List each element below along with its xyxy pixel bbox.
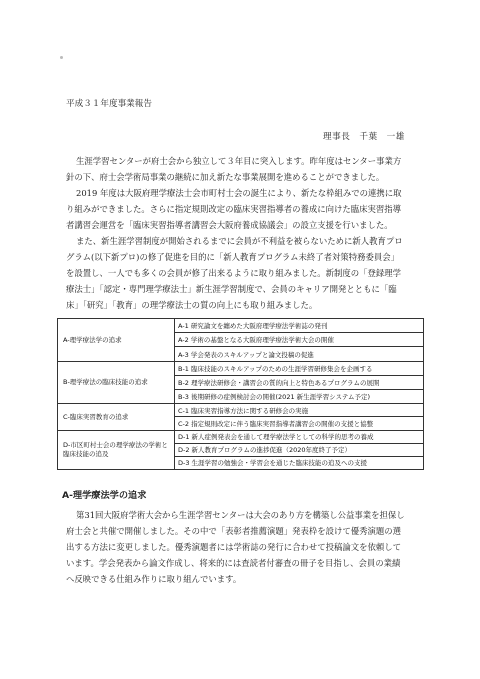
scan-speck [60, 56, 63, 59]
report-title: 平成３１年度事業報告 [66, 99, 152, 109]
item-cell: B-1 臨床技能のスキルアップのための生涯学習研修集会を企画する [175, 361, 424, 375]
item-cell: C-1 臨床実習指導方法に関する研修会の実施 [175, 404, 424, 417]
item-cell: A-2 学術の基盤となる大阪府理学療法学術大会の開催 [175, 333, 424, 347]
section-a-line: へ反映できる仕組み作りに取り組んでいます。 [66, 574, 242, 584]
category-cell: D-市区町村士会の理学療法の学術と臨床技能の追及 [58, 430, 175, 469]
plan-table [57, 318, 424, 470]
item-cell: D-3 生涯学習の勉強会・学習会を通じた臨床技能の追及への支援 [175, 456, 424, 469]
section-a-line: 出する方法に変更しました。優秀演題者には学術誌の発行に合わせて投稿論文を依頼して [66, 542, 401, 552]
intro-line: 2019 年度は大阪府理学療法士会市町村士会の誕生により、新たな枠組みでの連携に取 [76, 188, 402, 198]
section-a-line: 第31回大阪府学術大会から生涯学習センターは大会のあり方を構築し公益事業を担保し [76, 510, 405, 520]
item-cell: A-3 学会発表のスキルアップと論文投稿の促進 [175, 347, 424, 361]
intro-line: 床」「研究」「教育」の理学療法士の質の向上にも取り組みました。 [66, 300, 318, 310]
signature: 理事長 千葉 一雄 [323, 132, 405, 142]
section-a-line: 府士会と共催で開催しました。その中で「表彰者推薦演題」発表枠を設けて優秀演題の選 [66, 526, 401, 536]
intro-line: 針の下、府士会学術局事業の継続に加え新たな事業展開を進めることができました。 [66, 172, 385, 182]
category-cell: B-理学療法の臨床技能の追求 [58, 361, 175, 404]
section-a-title: A-理学療法学の追求 [62, 490, 147, 501]
category-cell: C-臨床実習教育の追求 [58, 404, 175, 430]
intro-line: グラム(以下新プロ)の修了促進を目的に「新人教育プログラム未終了者対策特務委員会」 [66, 252, 399, 262]
section-a-line: います。学会発表から論文作成し、将来的には査読者付審査の冊子を目指し、会員の業績 [66, 558, 401, 568]
item-cell: B-2 理学療法研修会・講習会の質的向上と特色あるプログラムの展開 [175, 375, 424, 389]
item-cell: D-2 新人教育プログラムの進捗促進（2020年度終了予定） [175, 443, 424, 456]
item-cell: C-2 指定規則改定に伴う臨床実習指導者講習会の開催の支援と協整 [175, 417, 424, 430]
item-cell: D-1 新人症例発表会を通して理学療法学としての科学的思考の養成 [175, 430, 424, 443]
intro-line: 者講習会運営を「臨床実習指導者講習会大阪府養成協議会」の設立支援を行いました。 [66, 220, 393, 230]
item-cell: A-1 研究論文を纏めた大阪府理学療法学術誌の発刊 [175, 319, 424, 333]
item-cell: B-3 後期研修の症例検討会の開催(2021 新生涯学習システム予定) [175, 390, 424, 404]
intro-line: また、新生涯学習制度が開始されるまでに会員が不利益を被らないために新人教育プロ [76, 236, 403, 246]
intro-line: 療法士」「認定・専門理学療法士」新生涯学習制度で、会員のキャリア開発とともに「臨 [66, 284, 397, 294]
intro-line: り組みができました。さらに指定規則改定の臨床実習指導者の養成に向けた臨床実習指導 [66, 204, 401, 214]
category-cell: A-理学療法学の追求 [58, 319, 175, 362]
intro-line: を設置し、一人でも多くの会員が修了出来るように取り組みました。新制度の「登録理学 [66, 268, 401, 278]
intro-line: 生涯学習センターが府士会から独立して３年目に突入します。昨年度はセンター事業方 [76, 156, 402, 166]
